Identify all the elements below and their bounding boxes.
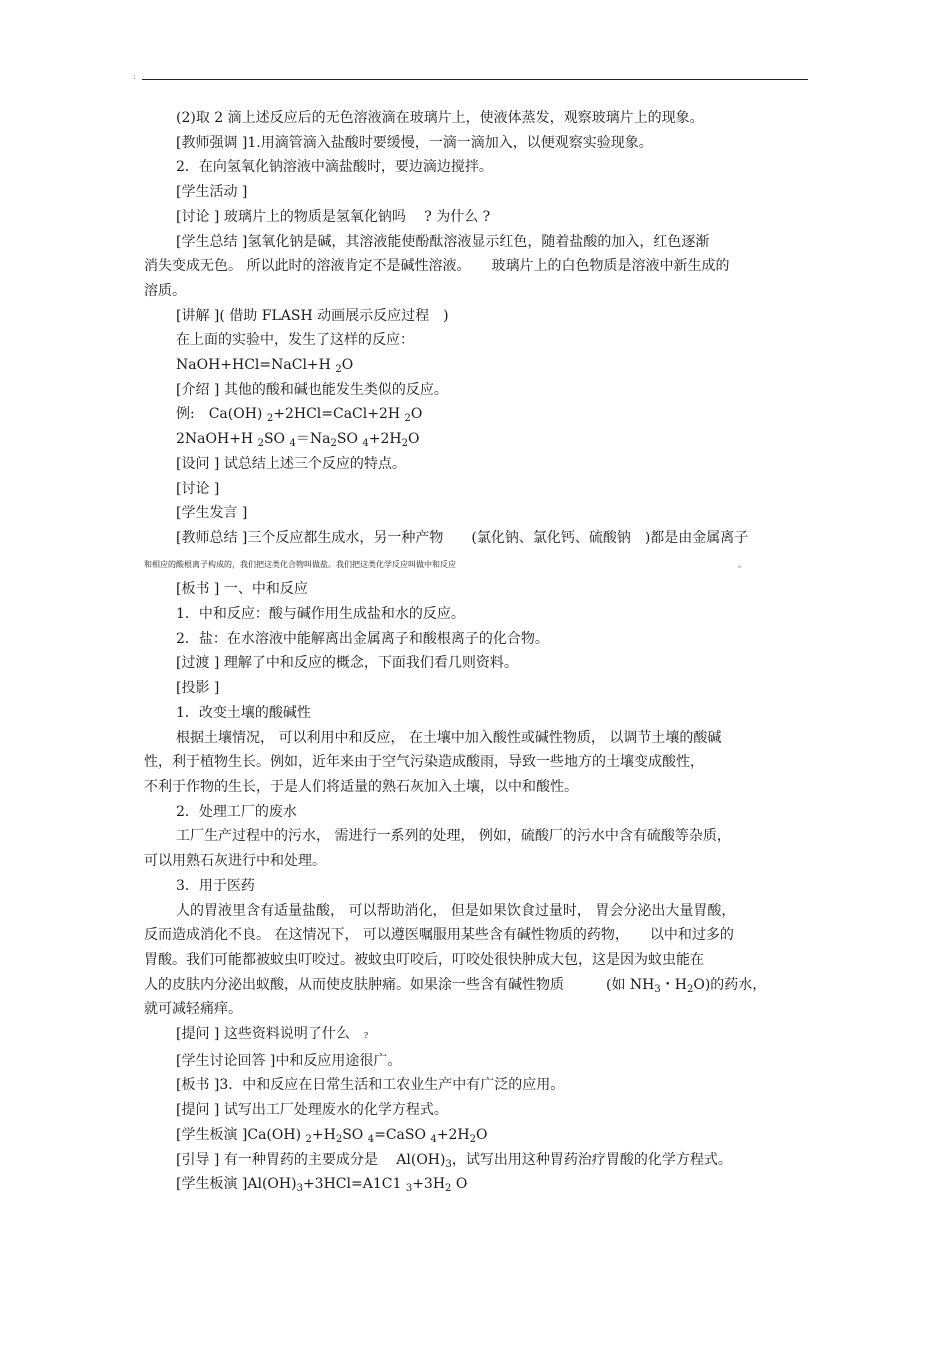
paragraph-line: 人的皮肤内分泌出蚁酸，从而使皮肤肿痛。如果涂一些含有碱性物质 (如 $NH_3$・$H_2O$)的药水， xyxy=(144,976,767,995)
paragraph-line: 1．改变土壤的酸碱性 xyxy=(176,704,311,721)
paragraph-line: 不利于作物的生长，于是人们将适量的熟石灰加入土壤，以中和酸性。 xyxy=(144,778,578,795)
paragraph-line: 工厂生产过程中的污水， 需进行一系列的处理， 例如，硫酸厂的污水中含有硫酸等杂质， xyxy=(176,828,731,845)
paragraph-line: 2．盐：在水溶液中能解离出金属离子和酸根离子的化合物。 xyxy=(176,630,549,647)
paragraph-line: 2．在向氢氧化钠溶液中滴盐酸时，要边滴边搅拌。 xyxy=(176,159,493,176)
paragraph-line: [介绍 ] 其他的酸和碱也能发生类似的反应。 xyxy=(176,381,448,398)
paragraph-line: 可以用熟石灰进行中和处理。 xyxy=(144,853,326,870)
paragraph-line: [教师强调 ]1.用滴管滴入盐酸时要缓慢，一滴一滴加入，以便观察实验现象。 xyxy=(176,134,653,151)
paragraph-line: [学生发言 ] xyxy=(176,505,248,522)
equation-line: NaOH+HCl=NaCl+H $_2$O xyxy=(176,357,354,376)
corner-mark: : xyxy=(133,72,136,81)
paragraph-line: 胃酸。我们可能都被蚊虫叮咬过。被蚊虫叮咬后，叮咬处很快肿成大包，这是因为蚊虫能在 xyxy=(144,951,704,968)
paragraph-line: 人的胃液里含有适量盐酸， 可以帮助消化， 但是如果饮食过量时， 胃会分泌出大量胃酸， xyxy=(176,902,736,919)
paragraph-line: [板书 ]3．中和反应在日常生活和工农业生产中有广泛的应用。 xyxy=(176,1077,565,1094)
paragraph-line: [过渡 ] 理解了中和反应的概念，下面我们看几则资料。 xyxy=(176,655,518,672)
paragraph-line: 消失变成无色。 所以此时的溶液肯定不是碱性溶液。 玻璃片上的白色物质是溶液中新生成的 xyxy=(144,258,730,275)
paragraph-line: (2)取 2 滴上述反应后的无色溶液滴在玻璃片上，使液体蒸发，观察玻璃片上的现象。 xyxy=(176,110,704,126)
paragraph-line: 根据土壤情况， 可以利用中和反应， 在土壤中加入酸性或碱性物质， 以调节土壤的酸碱 xyxy=(176,729,722,746)
paragraph-line: [讲解 ]( 借助 FLASH 动画展示反应过程 ) xyxy=(176,307,449,324)
paragraph-line: 在上面的实验中，发生了这样的反应： xyxy=(176,332,414,349)
equation-line: 2NaOH+H $_2$SO $_4=Na_2SO$ $_4+2H_2O$ xyxy=(176,431,420,450)
paragraph-line: 1．中和反应：酸与碱作用生成盐和水的反应。 xyxy=(176,606,465,623)
equation-line: [学生板演 ]$Al(OH)_3+3HCl=A1C1$ $_3+3H_2$ O xyxy=(176,1176,468,1195)
document-body xyxy=(144,106,812,1197)
paragraph-line: [学生讨论回答 ]中和反应用途很广。 xyxy=(176,1052,402,1069)
equation-line: [学生板演 ]Ca(OH) $_2+H_2SO$ $_4$=CaSO $_4+2H_2O$ xyxy=(176,1126,488,1145)
paragraph-line: 性，利于植物生长。例如，近年来由于空气污染造成酸雨，导致一些地方的土壤变成酸性， xyxy=(144,754,704,771)
paragraph-line: 就可减轻痛痒。 xyxy=(144,1001,242,1018)
paragraph-line: [学生总结 ]氢氧化钠是碱，其溶液能使酚酞溶液显示红色，随着盐酸的加入，红色逐渐 xyxy=(176,233,710,250)
paragraph-line: [教师总结 ]三个反应都生成水，另一种产物 (氯化钠、氯化钙、硫酸钠 )都是由金属离子 xyxy=(176,529,749,546)
paragraph-line: [学生活动 ] xyxy=(176,184,248,201)
paragraph-line: 和相应的酸根离子构成的，我们把这类化合物叫做盐。我们把这类化学反应叫做中和反应 。 xyxy=(144,559,746,569)
paragraph-line: [投影 ] xyxy=(176,680,220,697)
paragraph-line: [板书 ] 一、中和反应 xyxy=(176,581,308,598)
paragraph-line: [提问 ] 试写出工厂处理废水的化学方程式。 xyxy=(176,1102,448,1119)
equation-line: 例: Ca(OH) $_2$+2HCl=CaCl+2H $_2$O xyxy=(176,406,423,425)
paragraph-line: 溶质。 xyxy=(144,282,186,299)
header-rule xyxy=(142,79,808,80)
paragraph-line: 2．处理工厂的废水 xyxy=(176,803,297,820)
paragraph-line: [讨论 ] 玻璃片上的物质是氢氧化钠吗 ? 为什么 ? xyxy=(176,208,491,225)
paragraph-line: [设问 ] 试总结上述三个反应的特点。 xyxy=(176,455,406,472)
paragraph-line: [引导 ] 有一种胃药的主要成分是 $Al(OH)_3$，试写出用这种胃药治疗胃酸的化学方程式。 xyxy=(176,1151,732,1170)
paragraph-line: 3．用于医药 xyxy=(176,877,255,894)
paragraph-line: [讨论 ] xyxy=(176,480,220,497)
paragraph-line: 反而造成消化不良。 在这情况下， 可以遵医嘱服用某些含有碱性物质的药物， 以中和过多的 xyxy=(144,927,734,944)
paragraph-line: [提问 ] 这些资料说明了什么 ? xyxy=(176,1026,369,1043)
